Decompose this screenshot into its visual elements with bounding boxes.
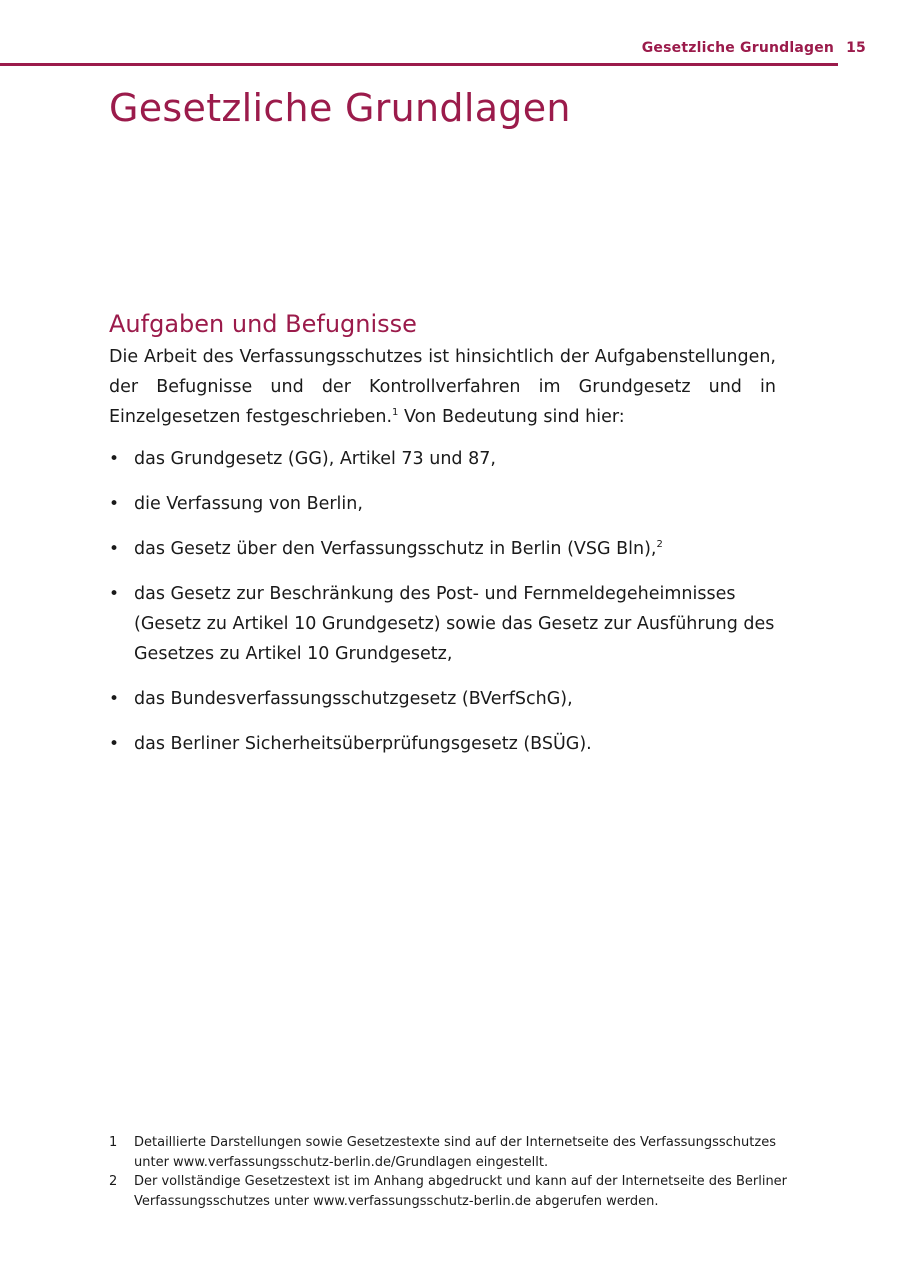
intro-text: Die Arbeit des Verfassungsschutzes ist hinsichtlich der Aufgabenstellungen, der Befugnisse und der Kontrollverfahren im Grundgesetz und in Einzelgesetzen festgeschrieben. <box>109 347 776 427</box>
footnote-ref-1: 1 <box>392 407 399 418</box>
section-aufgaben-und-befugnisse <box>109 310 776 774</box>
footnote-number: 1 <box>109 1135 118 1150</box>
bullet-icon: • <box>109 734 120 754</box>
footnote <box>109 1172 789 1211</box>
list-item <box>109 534 776 564</box>
list-item <box>109 444 776 474</box>
law-list <box>109 444 776 759</box>
footnote-ref-2: 2 <box>656 539 663 550</box>
bullet-icon: • <box>109 539 120 559</box>
list-item-text: das Grundgesetz (GG), Artikel 73 und 87, <box>134 449 496 469</box>
chapter-title: Gesetzliche Grundlagen <box>109 86 571 130</box>
footnotes <box>109 1133 789 1211</box>
footnote-text: Der vollständige Gesetzestext ist im Anhang abgedruckt und kann auf der Internetseite des Berliner Verfassungsschutzes unter www.verfassungsschutz-berlin.de abgerufen werden. <box>134 1174 788 1209</box>
footnote <box>109 1133 789 1172</box>
page-number: 15 <box>846 40 866 56</box>
list-item-text: das Berliner Sicherheitsüberprüfungsgesetz (BSÜG). <box>134 734 592 754</box>
list-item <box>109 579 776 669</box>
list-item-text: das Gesetz über den Verfassungsschutz in Berlin (VSG Bln), <box>134 539 657 559</box>
list-item <box>109 729 776 759</box>
intro-tail: Von Bedeutung sind hier: <box>398 407 625 427</box>
list-item-text: die Verfassung von Berlin, <box>134 494 363 514</box>
running-header <box>642 40 866 56</box>
list-item <box>109 489 776 519</box>
bullet-icon: • <box>109 689 120 709</box>
running-title: Gesetzliche Grundlagen <box>641 40 835 56</box>
bullet-icon: • <box>109 584 120 604</box>
footnote-number: 2 <box>109 1174 118 1189</box>
footnote-text: Detaillierte Darstellungen sowie Gesetzestexte sind auf der Internetseite des Verfassungsschutzes unter www.verfassungsschutz-berlin.de/Grundlagen eingestellt. <box>134 1135 776 1170</box>
list-item-text: das Bundesverfassungsschutzgesetz (BVerfSchG), <box>134 689 573 709</box>
intro-paragraph <box>109 342 776 432</box>
header-rule <box>0 63 838 66</box>
list-item <box>109 684 776 714</box>
bullet-icon: • <box>109 449 120 469</box>
bullet-icon: • <box>109 494 120 514</box>
list-item-text: das Gesetz zur Beschränkung des Post- und Fernmeldegeheimnisses (Gesetz zu Artikel 10 Grundgesetz) sowie das Gesetz zur Ausführung des Gesetzes zu Artikel 10 Grundgesetz, <box>134 584 775 664</box>
section-heading: Aufgaben und Befugnisse <box>109 310 417 338</box>
